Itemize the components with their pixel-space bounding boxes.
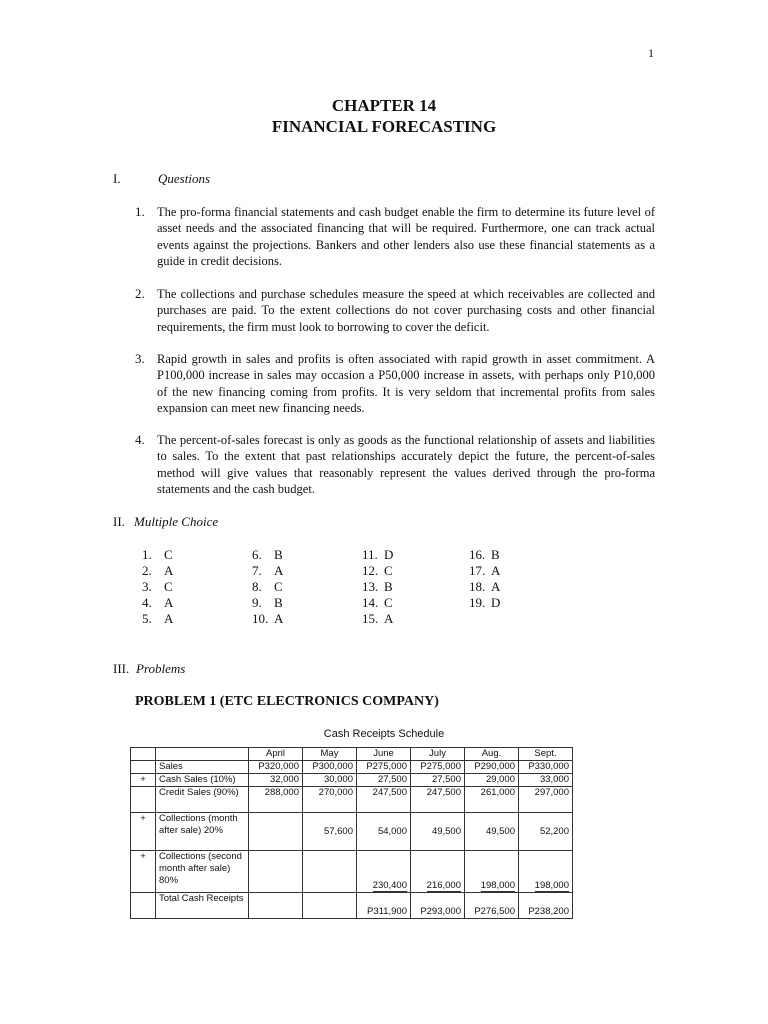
- row-label: Collections (month after sale) 20%: [156, 813, 249, 851]
- table-row: Credit Sales (90%) 288,000 270,000 247,500 247,500 261,000 297,000: [131, 787, 573, 813]
- row-label: Sales: [156, 761, 249, 774]
- question-number: 2.: [135, 286, 145, 301]
- page-number: 1: [648, 46, 654, 60]
- mc-answer: 15. A: [362, 611, 394, 626]
- section-numeral: III.: [113, 661, 130, 676]
- question-number: 1.: [135, 204, 145, 219]
- column-header: Sept.: [519, 748, 573, 761]
- row-label: Collections (second month after sale) 80%: [156, 851, 249, 893]
- table-row: + Cash Sales (10%) 32,000 30,000 27,500 27,500 29,000 33,000: [131, 774, 573, 787]
- mc-answer: 12. C: [362, 563, 393, 578]
- section-label: Problems: [136, 661, 186, 676]
- mc-answer: 2. A: [142, 563, 174, 578]
- mc-answer: 10. A: [252, 611, 284, 626]
- mc-answer: 8. C: [252, 579, 283, 594]
- problem-title: PROBLEM 1 (ETC ELECTRONICS COMPANY): [135, 694, 439, 709]
- table-row: Total Cash Receipts P311,900 P293,000 P276,500 P238,200: [131, 893, 573, 919]
- table-header-row: [131, 748, 573, 761]
- section-label: Questions: [158, 171, 210, 186]
- table-row: + Collections (month after sale) 20% 57,600 54,000 49,500 49,500 52,200: [131, 813, 573, 851]
- mc-answer: 16. B: [469, 547, 500, 562]
- mc-answer: 11. D: [362, 547, 394, 562]
- mc-answer: 14. C: [362, 595, 393, 610]
- question-text: The pro-forma financial statements and cash budget enable the firm to determine its future level of asset needs and the associated financing that will be required. Furthermore, one can track actual events against the projections. Bankers and other lenders also use these financial statements as a guide in credit decisions.: [157, 205, 655, 268]
- mc-answer: 5. A: [142, 611, 174, 626]
- cash-receipts-table: [130, 747, 573, 919]
- column-header: Aug.: [465, 748, 519, 761]
- column-header: May: [303, 748, 357, 761]
- question-number: 4.: [135, 432, 145, 447]
- row-label: Cash Sales (10%): [156, 774, 249, 787]
- mc-answer: 17. A: [469, 563, 501, 578]
- question-text: The percent-of-sales forecast is only as goods as the functional relationship of assets and liabilities to sales. To the extent that past relationships accurately depict the future, the percent-of-sales method will give values that reasonably represent the values derived through the pro-forma statements and the cash budget.: [157, 433, 655, 496]
- chapter-number: CHAPTER 14: [331, 96, 437, 115]
- row-label: Credit Sales (90%): [156, 787, 249, 813]
- mc-answer: 4. A: [142, 595, 174, 610]
- mc-answer: 19. D: [469, 595, 501, 610]
- table-caption: Cash Receipts Schedule: [323, 728, 445, 740]
- section-numeral: II.: [113, 514, 125, 529]
- mc-answer: 18. A: [469, 579, 501, 594]
- mc-answer: 3. C: [142, 579, 173, 594]
- chapter-title: [0, 95, 768, 137]
- column-header: June: [357, 748, 411, 761]
- column-header: July: [411, 748, 465, 761]
- table-row: Sales P320,000 P300,000 P275,000 P275,000 P290,000 P330,000: [131, 761, 573, 774]
- mc-answer: 7. A: [252, 563, 284, 578]
- question-text: Rapid growth in sales and profits is often associated with rapid growth in asset commitment. A P100,000 increase in sales may occasion a P50,000 increase in assets, with perhaps only P10,000 of the new financing coming from profits. It is very seldom that incremental profits from sales expansion can meet new financing needs.: [157, 352, 655, 415]
- mc-answer: 13. B: [362, 579, 393, 594]
- table-row: + Collections (second month after sale) 80% 230,400 216,000 198,000 198,000: [131, 851, 573, 893]
- column-header: April: [249, 748, 303, 761]
- chapter-name: FINANCIAL FORECASTING: [271, 117, 497, 136]
- section-numeral: I.: [113, 171, 121, 186]
- question-number: 3.: [135, 351, 145, 366]
- mc-answer: 1. C: [142, 547, 173, 562]
- mc-answer: 9. B: [252, 595, 283, 610]
- row-label: Total Cash Receipts: [156, 893, 249, 919]
- mc-answer: 6. B: [252, 547, 283, 562]
- section-label: Multiple Choice: [134, 514, 219, 529]
- question-text: The collections and purchase schedules measure the speed at which receivables are collected and purchases are paid. To the extent collections do not cover purchasing costs and other financial requirements, the firm must look to borrowing to cover the deficit.: [157, 287, 655, 334]
